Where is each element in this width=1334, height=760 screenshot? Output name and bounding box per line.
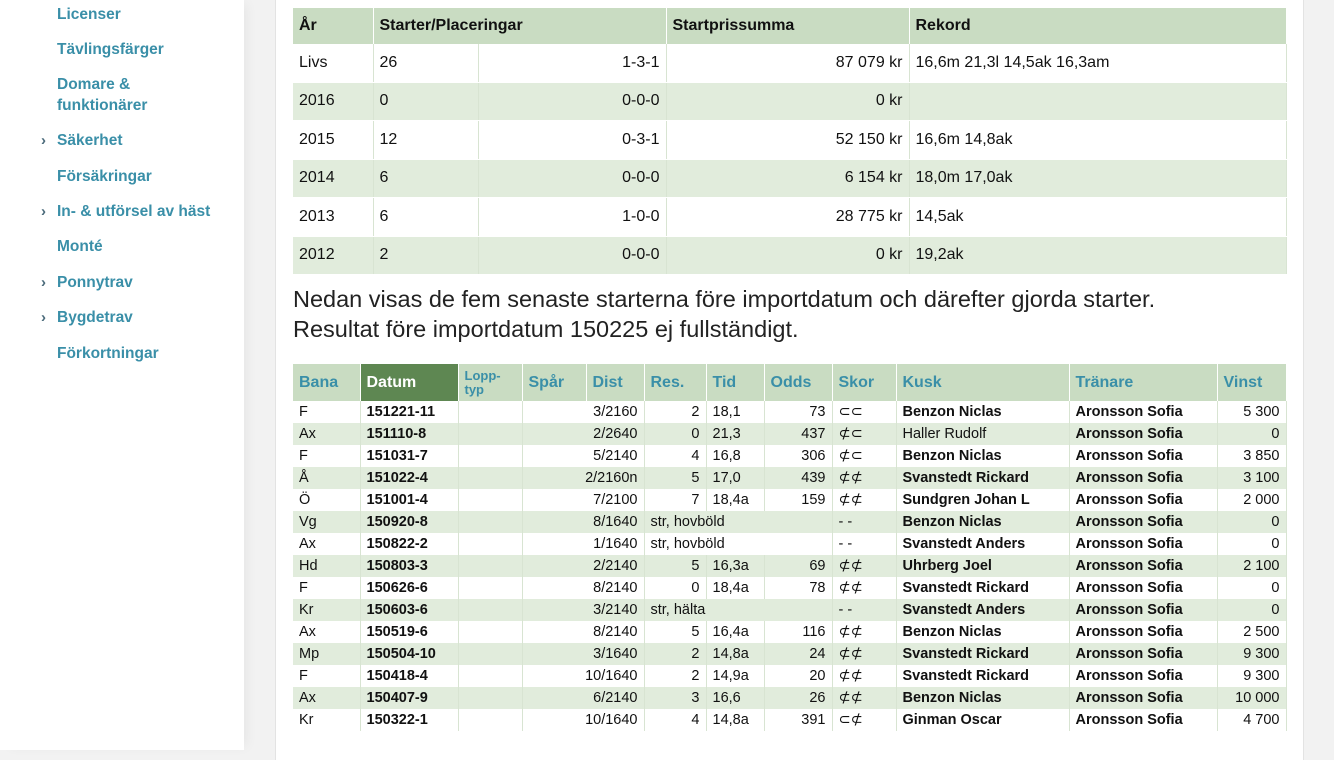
summary-header-row — [293, 8, 1286, 44]
cell-res: 3 — [644, 687, 706, 709]
cell-res: 4 — [644, 445, 706, 467]
lopptyp-line-2: typ — [464, 381, 484, 397]
cell-res: 5 — [644, 621, 706, 643]
summary-year: 2012 — [293, 236, 373, 275]
driver-link[interactable]: Svanstedt Rickard — [896, 643, 1069, 665]
race-link[interactable]: 150920-8 — [360, 511, 458, 533]
summary-prize-sum: 6 154 kr — [666, 159, 909, 198]
cell-vinst: 0 — [1217, 577, 1286, 599]
summary-starts: 2 — [373, 236, 478, 275]
shoe-icon: ⊄⊂ — [832, 423, 896, 445]
cell-lopptyp — [458, 423, 522, 445]
race-link[interactable]: 150822-2 — [360, 533, 458, 555]
summary-row — [293, 44, 1286, 82]
race-link[interactable]: 150418-4 — [360, 665, 458, 687]
start-row — [293, 599, 1286, 621]
sidebar-item-label: In- & utförsel av häst — [57, 203, 211, 220]
trainer-link[interactable]: Aronsson Sofia — [1069, 577, 1217, 599]
sidebar-item-säkerhet[interactable] — [41, 130, 232, 151]
trainer-link[interactable]: Aronsson Sofia — [1069, 599, 1217, 621]
cell-res: 4 — [644, 709, 706, 731]
cell-odds: 69 — [764, 555, 832, 577]
trainer-link[interactable]: Aronsson Sofia — [1069, 511, 1217, 533]
cell-lopptyp — [458, 709, 522, 731]
start-row — [293, 555, 1286, 577]
sidebar-item-label: Monté — [57, 238, 103, 255]
driver-link[interactable]: Benzon Niclas — [896, 687, 1069, 709]
start-row — [293, 643, 1286, 665]
sidebar-item-label: Licenser — [57, 6, 121, 23]
cell-tid: 16,4a — [706, 621, 764, 643]
race-link[interactable]: 150803-3 — [360, 555, 458, 577]
shoe-icon: ⊂⊄ — [832, 709, 896, 731]
shoe-icon: ⊂⊂ — [832, 401, 896, 423]
driver-link[interactable]: Svanstedt Rickard — [896, 577, 1069, 599]
chevron-right-icon[interactable]: › — [41, 309, 46, 326]
race-link[interactable]: 150504-10 — [360, 643, 458, 665]
summary-record: 18,0m 17,0ak — [909, 159, 1286, 198]
cell-spar-dist: 8/2140 — [522, 621, 644, 643]
cell-vinst: 5 300 — [1217, 401, 1286, 423]
sort-res[interactable]: Res. — [644, 364, 706, 401]
cell-bana: Ö — [293, 489, 360, 511]
sort-tid[interactable]: Tid — [706, 364, 764, 401]
summary-year: 2016 — [293, 82, 373, 121]
sidebar-item-label: Ponnytrav — [57, 274, 133, 291]
summary-prize-sum: 0 kr — [666, 236, 909, 275]
start-row — [293, 467, 1286, 489]
sidebar-item-domare-funktionärer[interactable] — [57, 74, 232, 116]
cell-res: 2 — [644, 401, 706, 423]
summary-record — [909, 82, 1286, 121]
shoe-icon: ⊄⊄ — [832, 577, 896, 599]
header-record: Rekord — [909, 8, 1286, 44]
cell-vinst: 0 — [1217, 511, 1286, 533]
shoe-icon: ⊄⊄ — [832, 643, 896, 665]
driver-name: Haller Rudolf — [896, 423, 1069, 445]
sort-tranare[interactable]: Tränare — [1069, 364, 1217, 401]
start-row — [293, 665, 1286, 687]
summary-year: 2013 — [293, 198, 373, 237]
cell-lopptyp — [458, 489, 522, 511]
summary-placings: 0-0-0 — [478, 82, 666, 121]
summary-prize-sum: 87 079 kr — [666, 44, 909, 82]
cell-tid: 18,1 — [706, 401, 764, 423]
driver-link[interactable]: Benzon Niclas — [896, 621, 1069, 643]
chevron-right-icon[interactable]: › — [41, 132, 46, 149]
cell-vinst: 3 100 — [1217, 467, 1286, 489]
cell-spar-dist: 2/2640 — [522, 423, 644, 445]
sort-bana[interactable]: Bana — [293, 364, 360, 401]
start-row — [293, 709, 1286, 731]
sort-vinst[interactable]: Vinst — [1217, 364, 1286, 401]
trainer-link[interactable]: Aronsson Sofia — [1069, 643, 1217, 665]
summary-placings: 0-0-0 — [478, 159, 666, 198]
shoe-icon: - - — [832, 599, 896, 621]
summary-record: 16,6m 14,8ak — [909, 121, 1286, 160]
race-link[interactable]: 151031-7 — [360, 445, 458, 467]
start-row — [293, 621, 1286, 643]
sort-lopptyp[interactable] — [458, 364, 522, 401]
cell-odds: 20 — [764, 665, 832, 687]
sort-kusk[interactable]: Kusk — [896, 364, 1069, 401]
cell-odds: 116 — [764, 621, 832, 643]
trainer-link[interactable]: Aronsson Sofia — [1069, 423, 1217, 445]
shoe-icon: ⊄⊄ — [832, 665, 896, 687]
shoe-icon: ⊄⊄ — [832, 467, 896, 489]
sidebar-item-label: Domare & — [57, 76, 131, 93]
cell-tid: 14,9a — [706, 665, 764, 687]
cell-lopptyp — [458, 643, 522, 665]
start-row — [293, 401, 1286, 423]
cell-spar-dist: 7/2100 — [522, 489, 644, 511]
sidebar-item-förkortningar[interactable] — [57, 343, 232, 364]
career-summary-table — [293, 8, 1287, 275]
driver-link[interactable]: Svanstedt Rickard — [896, 665, 1069, 687]
sort-datum[interactable]: Datum — [360, 364, 458, 401]
trainer-link[interactable]: Aronsson Sofia — [1069, 621, 1217, 643]
sidebar-item-ponnytrav[interactable] — [41, 272, 232, 293]
trainer-link[interactable]: Aronsson Sofia — [1069, 533, 1217, 555]
cell-res: 2 — [644, 643, 706, 665]
driver-link[interactable]: Benzon Niclas — [896, 445, 1069, 467]
cell-tid: 18,4a — [706, 489, 764, 511]
summary-prize-sum: 28 775 kr — [666, 198, 909, 237]
cell-result-note: str, hälta — [644, 599, 832, 621]
driver-link[interactable]: Sundgren Johan L — [896, 489, 1069, 511]
cell-res: 0 — [644, 423, 706, 445]
cell-bana: F — [293, 665, 360, 687]
driver-link[interactable]: Svanstedt Anders — [896, 599, 1069, 621]
start-row — [293, 489, 1286, 511]
driver-link[interactable]: Ginman Oscar — [896, 709, 1069, 731]
summary-prize-sum: 52 150 kr — [666, 121, 909, 160]
notice-line-1: Nedan visas de fem senaste starterna före importdatum och därefter gjorda starter. — [293, 286, 1156, 312]
trainer-link[interactable]: Aronsson Sofia — [1069, 401, 1217, 423]
driver-link[interactable]: Uhrberg Joel — [896, 555, 1069, 577]
start-row — [293, 533, 1286, 555]
cell-spar-dist: 10/1640 — [522, 665, 644, 687]
driver-link[interactable]: Svanstedt Anders — [896, 533, 1069, 555]
cell-res: 5 — [644, 467, 706, 489]
cell-bana: Ax — [293, 621, 360, 643]
header-prize-sum: Startprissumma — [666, 8, 909, 44]
sidebar-item-bygdetrav[interactable] — [41, 307, 232, 328]
summary-record: 16,6m 21,3l 14,5ak 16,3am — [909, 44, 1286, 82]
trainer-link[interactable]: Aronsson Sofia — [1069, 555, 1217, 577]
summary-record: 14,5ak — [909, 198, 1286, 237]
sort-spar[interactable]: Spår — [522, 364, 586, 401]
cell-vinst: 9 300 — [1217, 643, 1286, 665]
cell-vinst: 0 — [1217, 599, 1286, 621]
cell-lopptyp — [458, 621, 522, 643]
trainer-link[interactable]: Aronsson Sofia — [1069, 687, 1217, 709]
starts-header-row — [293, 364, 1286, 401]
cell-odds: 73 — [764, 401, 832, 423]
cell-bana: Vg — [293, 511, 360, 533]
cell-spar-dist: 10/1640 — [522, 709, 644, 731]
cell-bana: Ax — [293, 533, 360, 555]
race-link[interactable]: 151110-8 — [360, 423, 458, 445]
summary-starts: 0 — [373, 82, 478, 121]
cell-spar-dist: 2/2160n — [522, 467, 644, 489]
summary-placings: 1-3-1 — [478, 44, 666, 82]
cell-spar-dist: 6/2140 — [522, 687, 644, 709]
cell-lopptyp — [458, 511, 522, 533]
sidebar-item-label: Försäkringar — [57, 168, 152, 185]
cell-odds: 24 — [764, 643, 832, 665]
cell-vinst: 0 — [1217, 423, 1286, 445]
sidebar — [0, 0, 244, 750]
sort-odds[interactable]: Odds — [764, 364, 832, 401]
cell-spar-dist: 8/1640 — [522, 511, 644, 533]
cell-spar-dist: 2/2140 — [522, 555, 644, 577]
race-link[interactable]: 150322-1 — [360, 709, 458, 731]
cell-tid: 14,8a — [706, 709, 764, 731]
cell-tid: 14,8a — [706, 643, 764, 665]
start-row — [293, 687, 1286, 709]
summary-prize-sum: 0 kr — [666, 82, 909, 121]
cell-lopptyp — [458, 665, 522, 687]
trainer-link[interactable]: Aronsson Sofia — [1069, 489, 1217, 511]
sidebar-item-label: Förkortningar — [57, 345, 159, 362]
cell-bana: Å — [293, 467, 360, 489]
trainer-link[interactable]: Aronsson Sofia — [1069, 467, 1217, 489]
cell-res: 2 — [644, 665, 706, 687]
cell-lopptyp — [458, 555, 522, 577]
sidebar-item-label: Säkerhet — [57, 132, 123, 149]
cell-spar-dist: 3/1640 — [522, 643, 644, 665]
summary-row — [293, 198, 1286, 237]
sidebar-item-mont[interactable] — [57, 236, 232, 257]
shoe-icon: - - — [832, 533, 896, 555]
shoe-icon: ⊄⊄ — [832, 489, 896, 511]
starts-table — [293, 364, 1287, 731]
cell-res: 7 — [644, 489, 706, 511]
race-link[interactable]: 151022-4 — [360, 467, 458, 489]
summary-starts: 26 — [373, 44, 478, 82]
sidebar-item-in-utförsel-av-häst[interactable] — [41, 201, 232, 222]
cell-vinst: 4 700 — [1217, 709, 1286, 731]
cell-odds: 159 — [764, 489, 832, 511]
shoe-icon: ⊄⊂ — [832, 445, 896, 467]
cell-lopptyp — [458, 577, 522, 599]
cell-tid: 17,0 — [706, 467, 764, 489]
shoe-icon: ⊄⊄ — [832, 687, 896, 709]
summary-placings: 0-0-0 — [478, 236, 666, 275]
cell-bana: Mp — [293, 643, 360, 665]
sidebar-item-label: Bygdetrav — [57, 309, 133, 326]
cell-spar-dist: 8/2140 — [522, 577, 644, 599]
cell-vinst: 2 100 — [1217, 555, 1286, 577]
start-row — [293, 577, 1286, 599]
race-link[interactable]: 151001-4 — [360, 489, 458, 511]
summary-year: 2014 — [293, 159, 373, 198]
cell-bana: Ax — [293, 687, 360, 709]
import-notice — [293, 284, 1283, 344]
cell-bana: Kr — [293, 599, 360, 621]
cell-result-note: str, hovböld — [644, 533, 832, 555]
cell-vinst: 2 500 — [1217, 621, 1286, 643]
chevron-right-icon[interactable]: › — [41, 274, 46, 291]
summary-row — [293, 236, 1286, 275]
cell-vinst: 2 000 — [1217, 489, 1286, 511]
summary-row — [293, 82, 1286, 121]
summary-row — [293, 159, 1286, 198]
race-link[interactable]: 150626-6 — [360, 577, 458, 599]
cell-bana: F — [293, 577, 360, 599]
cell-res: 0 — [644, 577, 706, 599]
main-content — [275, 0, 1304, 760]
cell-spar-dist: 3/2160 — [522, 401, 644, 423]
driver-link[interactable]: Benzon Niclas — [896, 511, 1069, 533]
trainer-link[interactable]: Aronsson Sofia — [1069, 709, 1217, 731]
cell-vinst: 0 — [1217, 533, 1286, 555]
cell-vinst: 3 850 — [1217, 445, 1286, 467]
race-link[interactable]: 150519-6 — [360, 621, 458, 643]
cell-tid: 21,3 — [706, 423, 764, 445]
cell-lopptyp — [458, 467, 522, 489]
cell-lopptyp — [458, 533, 522, 555]
sidebar-item-label: funktionärer — [57, 97, 148, 114]
notice-line-2: Resultat före importdatum 150225 ej fullständigt. — [293, 316, 799, 342]
lopptyp-line-1: Lopp- — [464, 367, 501, 383]
summary-starts: 12 — [373, 121, 478, 160]
cell-bana: Hd — [293, 555, 360, 577]
summary-starts: 6 — [373, 198, 478, 237]
summary-year: 2015 — [293, 121, 373, 160]
cell-lopptyp — [458, 401, 522, 423]
shoe-icon: ⊄⊄ — [832, 555, 896, 577]
cell-bana: F — [293, 445, 360, 467]
chevron-right-icon[interactable]: › — [41, 203, 46, 220]
summary-starts: 6 — [373, 159, 478, 198]
cell-odds: 439 — [764, 467, 832, 489]
shoe-icon: - - — [832, 511, 896, 533]
cell-spar-dist: 1/1640 — [522, 533, 644, 555]
sort-skor[interactable]: Skor — [832, 364, 896, 401]
cell-spar-dist: 5/2140 — [522, 445, 644, 467]
cell-odds: 78 — [764, 577, 832, 599]
summary-placings: 1-0-0 — [478, 198, 666, 237]
driver-link[interactable]: Benzon Niclas — [896, 401, 1069, 423]
summary-record: 19,2ak — [909, 236, 1286, 275]
sidebar-item-försäkringar[interactable] — [57, 166, 232, 187]
start-row — [293, 511, 1286, 533]
cell-odds: 391 — [764, 709, 832, 731]
cell-vinst: 10 000 — [1217, 687, 1286, 709]
race-link[interactable]: 151221-11 — [360, 401, 458, 423]
header-starts-placings: Starter/Placeringar — [373, 8, 666, 44]
cell-bana: Kr — [293, 709, 360, 731]
summary-year: Livs — [293, 44, 373, 82]
trainer-link[interactable]: Aronsson Sofia — [1069, 445, 1217, 467]
sidebar-item-tävlingsfärger[interactable] — [57, 39, 232, 60]
cell-tid: 18,4a — [706, 577, 764, 599]
trainer-link[interactable]: Aronsson Sofia — [1069, 665, 1217, 687]
cell-lopptyp — [458, 687, 522, 709]
cell-tid: 16,3a — [706, 555, 764, 577]
start-row — [293, 445, 1286, 467]
cell-result-note: str, hovböld — [644, 511, 832, 533]
cell-odds: 26 — [764, 687, 832, 709]
cell-vinst: 9 300 — [1217, 665, 1286, 687]
cell-lopptyp — [458, 599, 522, 621]
driver-link[interactable]: Svanstedt Rickard — [896, 467, 1069, 489]
cell-spar-dist: 3/2140 — [522, 599, 644, 621]
sort-dist[interactable]: Dist — [586, 364, 644, 401]
race-link[interactable]: 150407-9 — [360, 687, 458, 709]
start-row — [293, 423, 1286, 445]
summary-row — [293, 121, 1286, 160]
shoe-icon: ⊄⊄ — [832, 621, 896, 643]
cell-res: 5 — [644, 555, 706, 577]
cell-tid: 16,8 — [706, 445, 764, 467]
cell-lopptyp — [458, 445, 522, 467]
cell-bana: F — [293, 401, 360, 423]
header-year: År — [293, 8, 373, 44]
sidebar-item-licenser[interactable] — [57, 4, 232, 25]
summary-placings: 0-3-1 — [478, 121, 666, 160]
sidebar-item-label: Tävlingsfärger — [57, 41, 164, 58]
cell-tid: 16,6 — [706, 687, 764, 709]
race-link[interactable]: 150603-6 — [360, 599, 458, 621]
cell-bana: Ax — [293, 423, 360, 445]
cell-odds: 306 — [764, 445, 832, 467]
cell-odds: 437 — [764, 423, 832, 445]
